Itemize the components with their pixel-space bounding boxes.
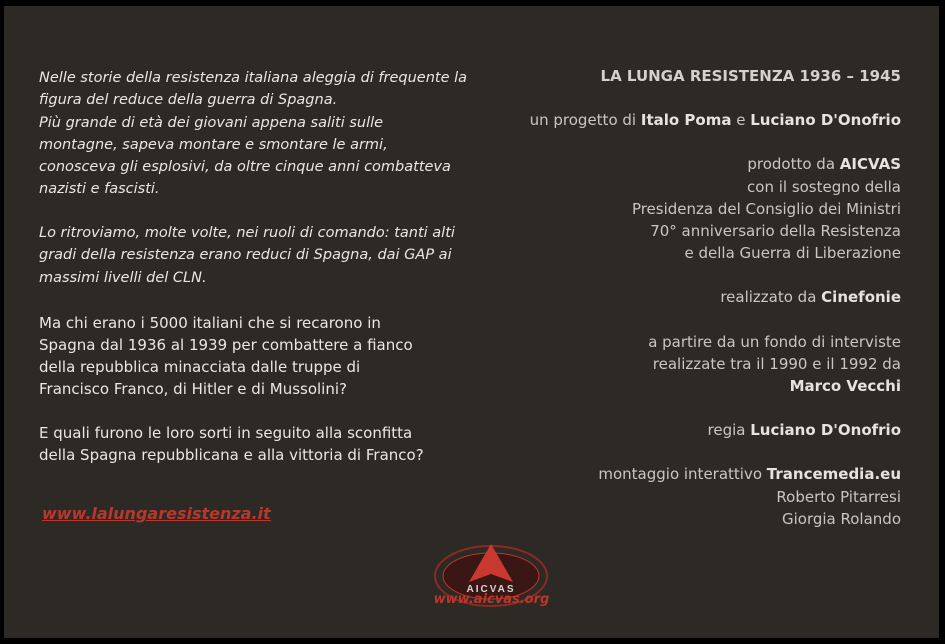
text-line: Spagna dal 1936 al 1939 per combattere a fianco: [39, 336, 413, 354]
aicvas-link[interactable]: www.aicvas.org: [433, 592, 550, 607]
intro-paragraph: [39, 67, 469, 201]
editor-name: Giorgia Rolando: [781, 509, 901, 528]
text-line: nazisti e fascisti.: [39, 181, 160, 198]
question-paragraph-1: [39, 312, 469, 400]
director-name: Luciano D'Onofrio: [750, 421, 901, 440]
aicvas-logo[interactable]: [429, 538, 554, 620]
company-name: Cinefonie: [821, 288, 901, 307]
company-name: Trancemedia.eu: [766, 465, 901, 484]
support-line: con il sostegno della: [747, 177, 901, 196]
page-title: LA LUNGA RESISTENZA 1936 – 1945: [600, 67, 901, 85]
text-line: Lo ritroviamo, molte volte, nei ruoli di comando: tanti alti: [39, 225, 455, 241]
text-line: Ma chi erano i 5000 italiani che si recarono in: [39, 314, 381, 332]
author-name: Luciano D'Onofrio: [750, 111, 901, 130]
credit-label: regia: [707, 421, 746, 440]
producer-credit: [461, 153, 901, 175]
fund-line: a partire da un fondo di interviste: [648, 332, 901, 351]
text-line: Più grande di età dei giovani appena saliti sulle: [39, 114, 384, 131]
text-line: conosceva gli esplosivi, da oltre cinque anni combatteva: [39, 159, 451, 176]
credit-label: montaggio interattivo: [598, 465, 763, 484]
text-line: massimi livelli del CLN.: [39, 269, 207, 286]
author-name: Italo Poma: [640, 111, 732, 130]
text-line: della Spagna repubblicana e alla vittoria di Franco?: [39, 446, 424, 464]
project-credit: [461, 109, 901, 131]
credit-label: e: [736, 111, 746, 130]
command-paragraph: [39, 222, 469, 289]
support-line: Presidenza del Consiglio dei Ministri: [631, 199, 901, 218]
text-line: figura del reduce della guerra di Spagna.: [39, 92, 338, 109]
question-paragraph-2: [39, 422, 469, 466]
logo-wordmark: AICVAS: [466, 584, 516, 595]
support-line: 70° anniversario della Resistenza: [650, 222, 901, 241]
text-line: montagne, sapeva montare e smontare le armi,: [39, 136, 388, 153]
credits-panel: [4, 6, 939, 638]
text-line: E quali furono le loro sorti in seguito alla sconfitta: [39, 424, 413, 442]
fund-line: realizzate tra il 1990 e il 1992 da: [652, 354, 901, 373]
support-line: e della Guerra di Liberazione: [684, 244, 901, 263]
text-line: gradi della resistenza erano reduci di Spagna, dai GAP ai: [39, 247, 452, 264]
text-line: Nelle storie della resistenza italiana aleggia di frequente la: [39, 70, 468, 86]
author-name: Marco Vecchi: [789, 377, 901, 396]
fund-author: [461, 375, 901, 397]
credit-label: prodotto da: [747, 155, 836, 174]
text-line: della repubblica minacciata dalle truppe di: [39, 358, 361, 376]
editor-name: Roberto Pitarresi: [776, 487, 901, 506]
website-link[interactable]: www.lalungaresistenza.it: [42, 504, 271, 523]
editing-credit: [461, 463, 901, 485]
credits-block: [461, 65, 901, 530]
director-credit: [461, 419, 901, 441]
realization-credit: [461, 286, 901, 308]
text-line: Francisco Franco, di Hitler e di Mussolini?: [39, 380, 347, 398]
credit-label: realizzato da: [720, 288, 817, 307]
producer-name: AICVAS: [839, 155, 901, 174]
credit-label: un progetto di: [529, 111, 637, 130]
